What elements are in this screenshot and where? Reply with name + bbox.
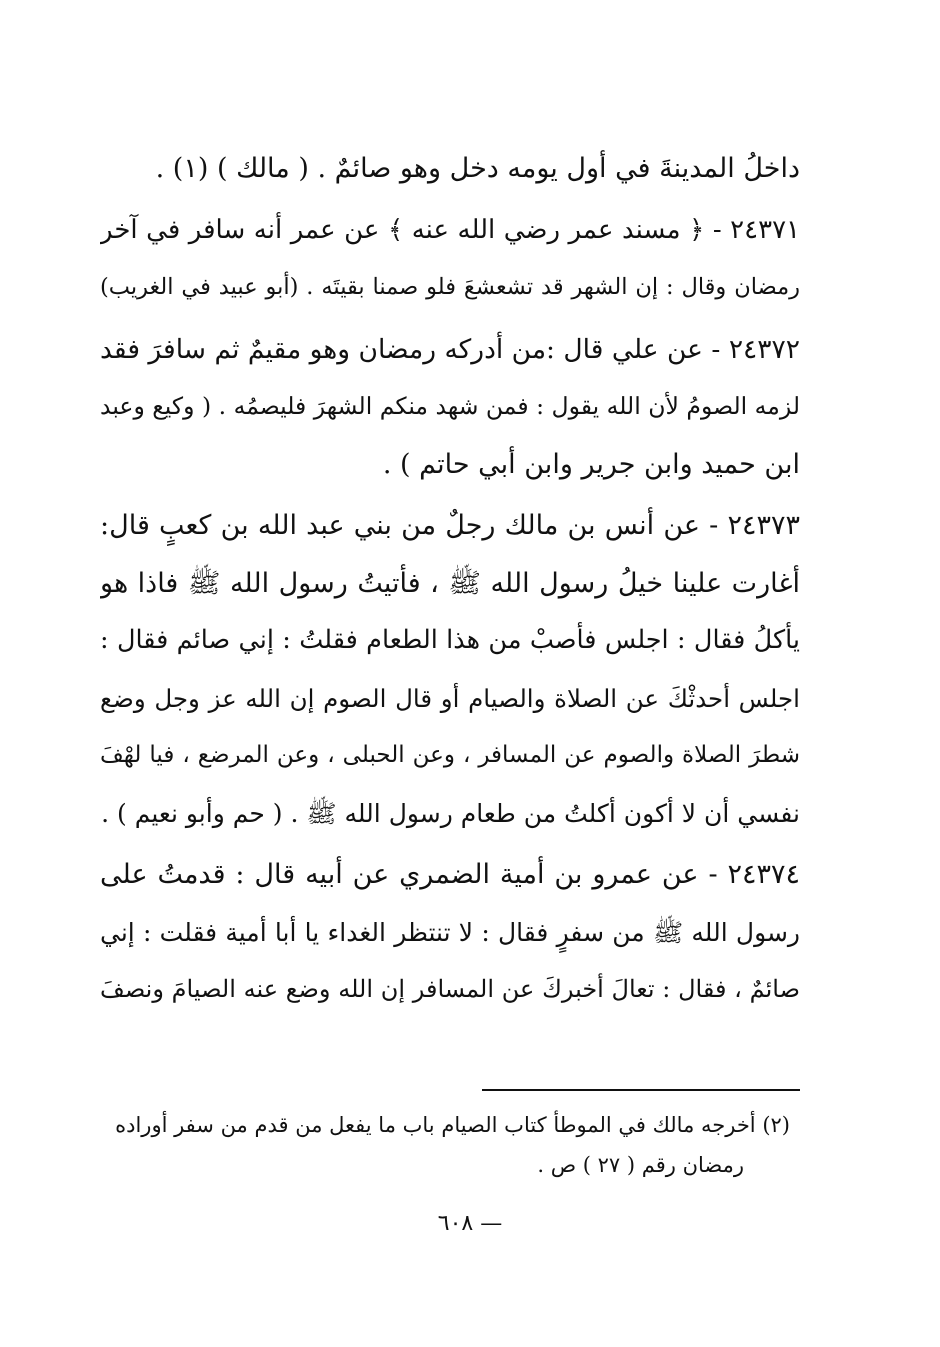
text-line: اجلس أحدثْكَ عن الصلاة والصيام أو قال الصوم إن الله عز وجل وضع xyxy=(100,683,800,713)
hadith-24373-line: ٢٤٣٧٣ - عن أنس بن مالك رجلٌ من بني عبد الله بن كعبٍ قال: xyxy=(100,510,800,541)
page-body xyxy=(100,140,800,1019)
footnotes xyxy=(100,1105,790,1185)
text-line: داخلُ المدينةَ في أول يومه دخل وهو صائمٌ . ( مالك ) (١) . xyxy=(155,153,800,184)
text-line: يأكلُ فقال : اجلس فأصبْ من هذا الطعام فقلتُ : إني صائم فقال : xyxy=(100,625,800,655)
hadith-24374-line: ٢٤٣٧٤ - عن عمرو بن أمية الضمري عن أبيه قال : قدمتُ على xyxy=(100,859,800,890)
text-line: ابن حميد وابن جرير وابن أبي حاتم ) . xyxy=(382,448,800,480)
text-line: لزمه الصومُ لأن الله يقول : فمن شهد منكم الشهرَ فليصمُه . ( وكيع وعبد xyxy=(100,392,800,420)
text-line: شطرَ الصلاة والصوم عن المسافر ، وعن الحبلى ، وعن المرضع ، فيا لهْفَ xyxy=(100,742,800,768)
footnote-line: (٢) أخرجه مالك في الموطأ كتاب الصيام باب ما يفعل من قدم من سفر أوراده xyxy=(115,1113,790,1137)
text-line: نفسي أن لا أكون أكلتُ من طعام رسول الله ﷺ . ( حم وأبو نعيم ) . xyxy=(101,798,800,828)
text-line: رسول الله ﷺ من سفرٍ فقال : لا تنتظر الغداء يا أبا أمية فقلت : إني xyxy=(100,917,800,947)
text-line: أغارت علينا خيلُ رسول الله ﷺ ، فأتيتُ رسول الله ﷺ فاذا هو xyxy=(100,567,800,599)
page-number: — ٦٠٨ xyxy=(437,1211,503,1236)
text-line: صائمٌ ، فقال : تعالَ أخبركَ عن المسافر إن الله وضع عنه الصيامَ ونصفَ xyxy=(100,975,800,1003)
hadith-24372-line: ٢٤٣٧٢ - عن علي قال :من أدركه رمضان وهو مقيمٌ ثم سافرَ فقد xyxy=(100,333,800,365)
footnote-divider xyxy=(482,1089,800,1091)
hadith-24371-line: ٢٤٣٧١ - ﴿ مسند عمر رضي الله عنه ﴾ عن عمر أنه سافر في آخر xyxy=(100,214,800,245)
text-line: رمضان وقال : إن الشهر قد تشعشعَ فلو صمنا بقيتَه . (أبو عبيد في الغريب) xyxy=(100,274,800,300)
footnote-line: رمضان رقم ( ٢٧ ) ص . xyxy=(537,1153,744,1177)
